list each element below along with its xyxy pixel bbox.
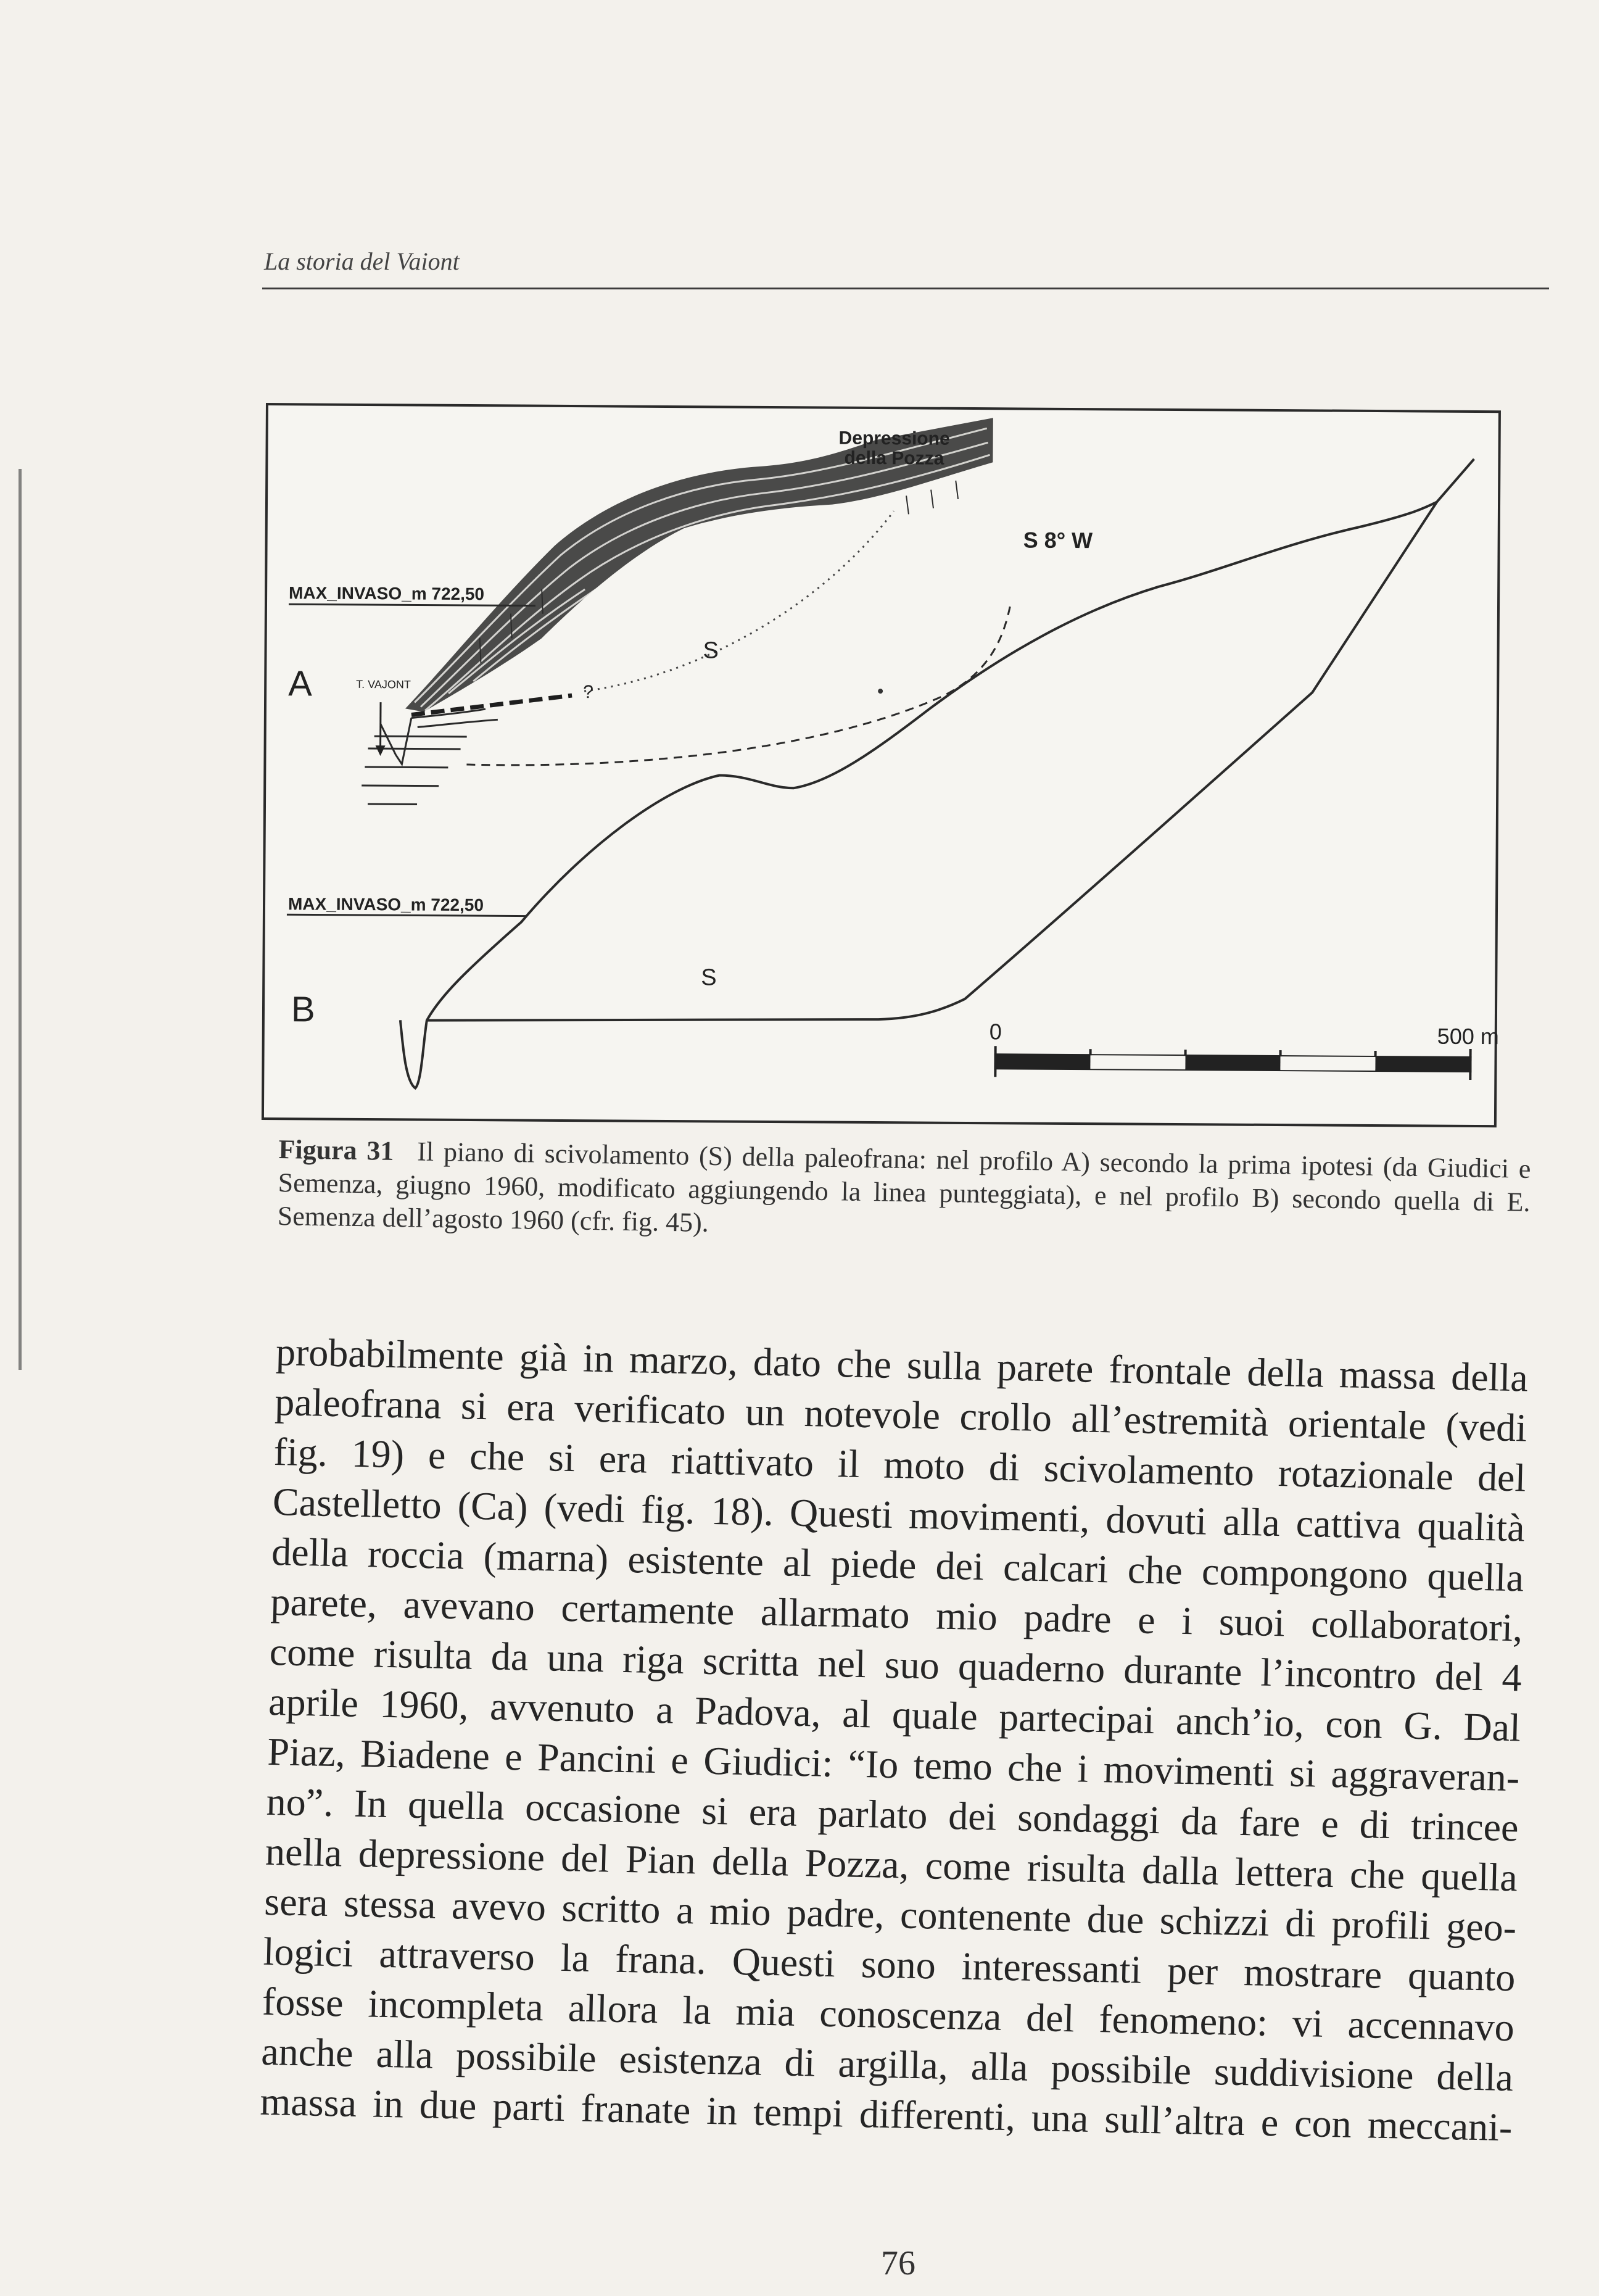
body-line: della roccia (marna) esistente al piede dei calcari che compongono quella — [271, 1529, 1524, 1600]
label-depression-line1: Depressione — [838, 428, 950, 449]
label-profile-b: B — [291, 989, 315, 1030]
body-line: no”. In quella occasione si era parlato dei sondaggi da fare e di trincee — [266, 1779, 1519, 1850]
header-rule — [262, 288, 1549, 289]
marker-dot — [878, 689, 883, 694]
body-line: probabilmente già in marzo, dato che sulla parete frontale della massa della — [275, 1329, 1529, 1400]
label-depression-line2: della Pozza — [844, 447, 944, 469]
running-head: La storia del Vaiont — [264, 247, 460, 275]
scale-seg-1 — [995, 1055, 1090, 1069]
page-number: 76 — [881, 2244, 915, 2282]
body-line: anche alla possibile esistenza di argilla, alla possibile suddivisione della — [260, 2029, 1514, 2100]
body-line: Castelletto (Ca) (vedi fig. 18). Questi movimenti, dovuti alla cattiva qualità — [272, 1479, 1526, 1550]
scale-seg-3 — [1185, 1056, 1280, 1070]
label-question: ? — [583, 682, 593, 703]
body-line: fosse incompleta allora la mia conoscenza del fenomeno: vi accennavo — [262, 1979, 1515, 2050]
body-line: nella depressione del Pian della Pozza, come risulta dalla lettera che quella — [265, 1829, 1518, 1900]
body-line: sera stessa avevo scritto a mio padre, contenente due schizzi di profili geo- — [263, 1879, 1517, 1950]
label-max-invaso-b: MAX_INVASO_m 722,50 — [287, 894, 484, 915]
figure-caption — [277, 1133, 1531, 1253]
body-line: logici attraverso la frana. Questi sono interessanti per mostrare quanto — [263, 1929, 1516, 2000]
page-binding-shadow — [19, 469, 22, 1370]
label-profile-a: A — [288, 663, 313, 704]
body-line: come risulta da una riga scritta nel suo quaderno durante l’incontro del 4 — [269, 1629, 1523, 1700]
body-paragraph — [260, 1327, 1529, 2152]
figure-31 — [261, 402, 1502, 1128]
label-max-invaso-a: MAX_INVASO_m 722,50 — [289, 583, 485, 604]
body-line: aprile 1960, avvenuto a Padova, al quale partecipai anch’io, con G. Dal — [268, 1679, 1521, 1750]
scale-seg-2 — [1090, 1055, 1185, 1069]
scale-seg-4 — [1280, 1056, 1375, 1071]
label-scale-end: 500 m — [1437, 1023, 1499, 1050]
label-river: T. VAJONT — [356, 678, 411, 691]
scale-seg-5 — [1375, 1057, 1470, 1071]
geologic-profiles-drawing — [261, 402, 1502, 1128]
body-line: fig. 19) e che si era riattivato il moto di scivolamento rotazionale del — [273, 1429, 1527, 1500]
body-line: Piaz, Biadene e Pancini e Giudici: “Io temo che i movimenti si aggraveran- — [266, 1729, 1520, 1800]
body-line: parete, avevano certamente allarmato mio padre e i suoi collaboratori, — [270, 1579, 1523, 1650]
figure-frame — [263, 404, 1500, 1126]
body-line: massa in due parti franate in tempi differenti, una sull’altra e con meccani- — [259, 2079, 1513, 2150]
body-line: paleofrana si era verificato un notevole crollo all’estremità orientale (vedi — [274, 1379, 1527, 1450]
label-slip-b: S — [701, 964, 717, 991]
label-orientation: S 8° W — [1023, 527, 1093, 553]
caption-text: Il piano di scivolamento (S) della paleofrana: nel profilo A) secondo la prima ipotesi (da Giudici e Semenza, giugno 1960, modificato aggiungendo la linea punteggiata), e nel profilo B) secondo quella di E. Semenza dell’agosto 1960 (cfr. fig. 45). — [277, 1136, 1531, 1238]
label-slip-a: S — [703, 637, 719, 664]
label-scale-start: 0 — [989, 1019, 1002, 1045]
caption-label: Figura 31 — [278, 1133, 394, 1166]
